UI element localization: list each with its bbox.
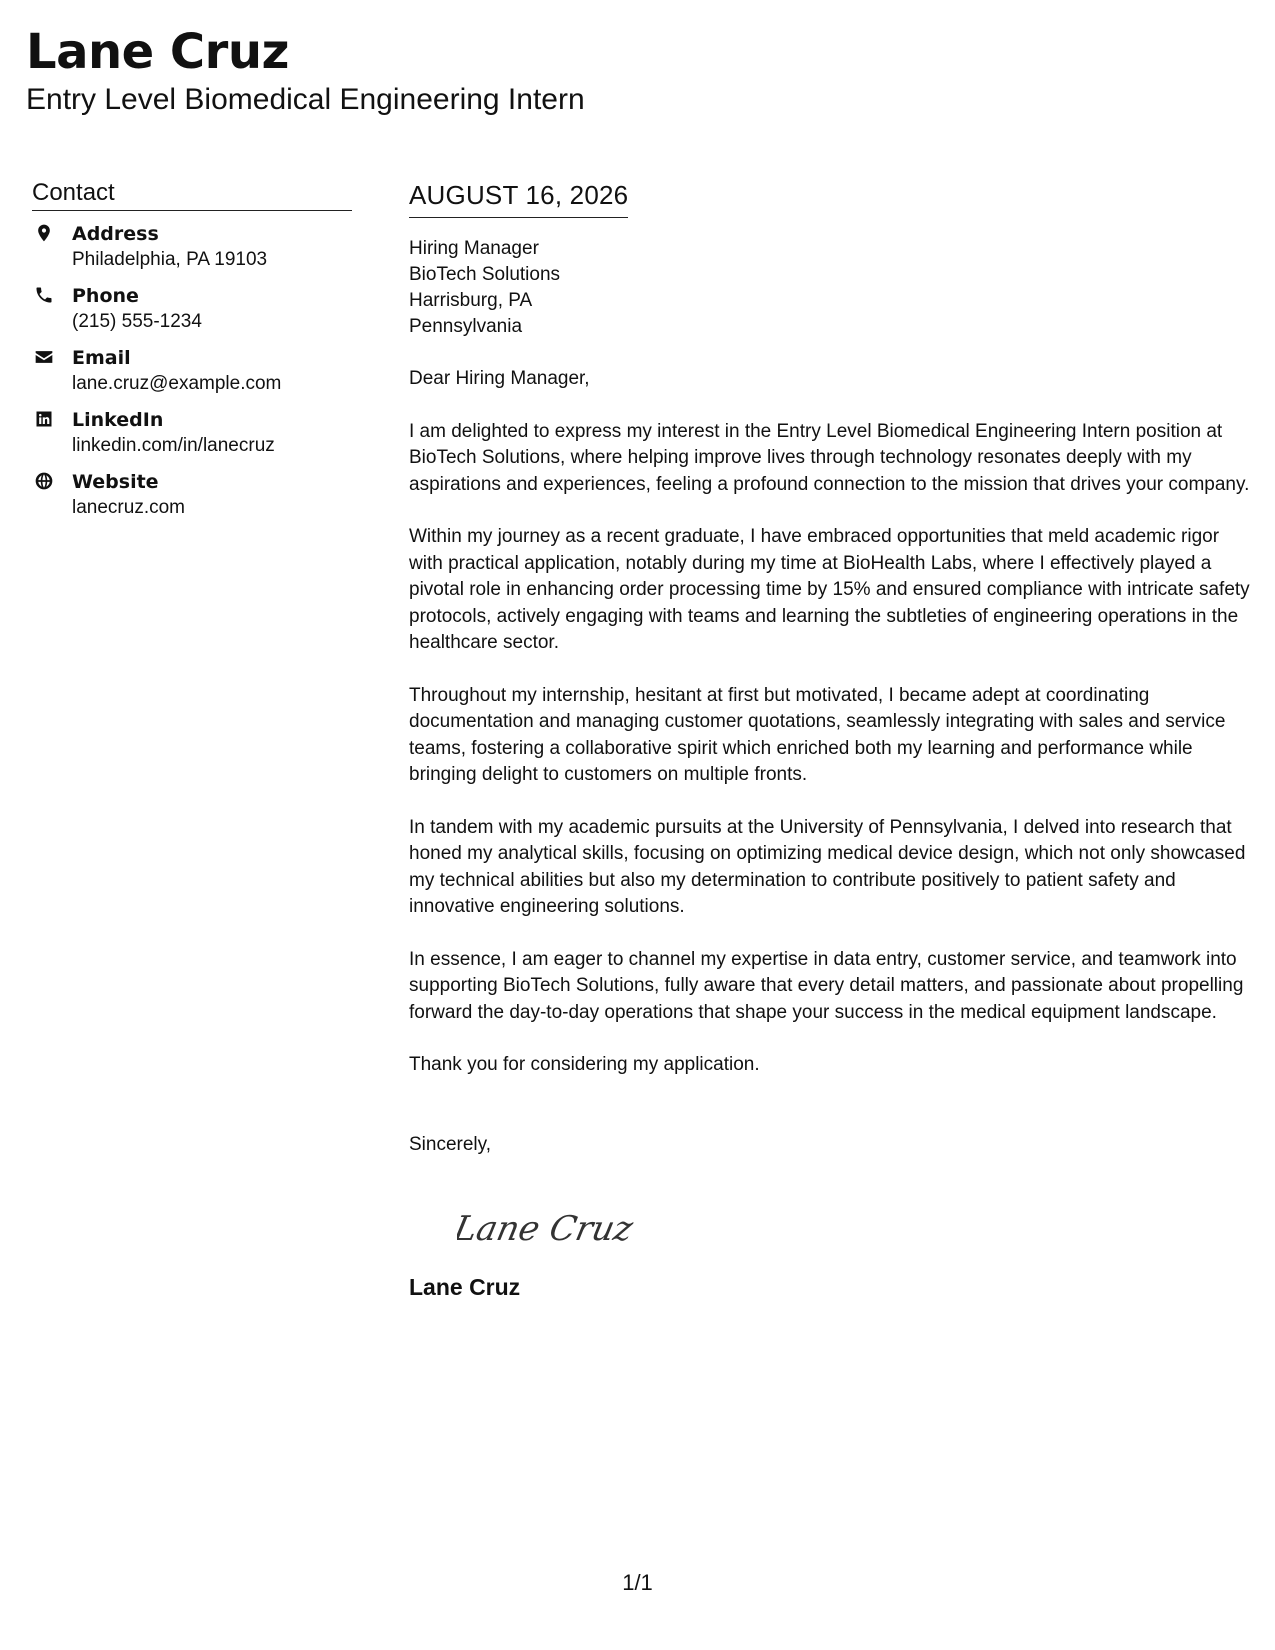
closing: Sincerely,: [409, 1133, 492, 1155]
recipient-line: Pennsylvania: [409, 316, 523, 337]
letter-paragraph: Within my journey as a recent graduate, I have embraced opportunities that meld academic rigor with practical application, notably during my time at BioHealth Labs, where I effectively played a pivotal role in enhancing order processing time by 15% and ensured compliance with intricate safety protocols, actively engaging with teams and learning the subtleties of engineering operations in the healthcare sector.: [409, 526, 1250, 653]
globe-icon: [34, 471, 56, 493]
contact-item-email: [32, 345, 352, 396]
contact-label: LinkedIn: [72, 409, 164, 431]
contact-label: Address: [72, 223, 159, 245]
letter-paragraph: Throughout my internship, hesitant at first but motivated, I became adept at coordinating documentation and managing customer quotations, seamlessly integrating with sales and service teams, fostering a collaborative spirit which enriched both my learning and performance while bringing delight to customers on multiple fronts.: [409, 684, 1226, 785]
contact-sidebar: [32, 178, 352, 531]
recipient-line: Harrisburg, PA: [409, 290, 533, 311]
contact-heading: Contact: [32, 178, 352, 211]
letter-date: AUGUST 16, 2026: [409, 178, 628, 218]
signature-graphic: [457, 1198, 657, 1258]
letter-header: [26, 22, 585, 118]
page-number: 1/1: [622, 1570, 653, 1595]
contact-item-phone: [32, 283, 352, 334]
contact-value: (215) 555-1234: [72, 311, 202, 332]
location-pin-icon: [34, 223, 56, 245]
contact-label: Website: [72, 471, 159, 493]
signature-script: Lane Cruz: [457, 1209, 637, 1249]
phone-icon: [34, 285, 56, 307]
envelope-icon: [34, 347, 56, 369]
letter-paragraph: In tandem with my academic pursuits at the University of Pennsylvania, I delved into research that honed my analytical skills, focusing on optimizing medical device design, which not only showcased my technical abilities but also my determination to contribute positively to patient safety and innovative engineering solutions.: [409, 816, 1246, 917]
letter-body: [409, 178, 1254, 1302]
contact-label: Email: [72, 347, 131, 369]
signed-name: Lane Cruz: [409, 1274, 521, 1300]
contact-value[interactable]: lanecruz.com: [72, 497, 185, 518]
linkedin-icon: [34, 409, 56, 431]
salutation: Dear Hiring Manager,: [409, 368, 590, 389]
recipient-block: [409, 236, 1254, 340]
contact-item-linkedin: [32, 407, 352, 458]
letter-paragraph: I am delighted to express my interest in the Entry Level Biomedical Engineering Intern position at BioTech Solutions, where helping improve lives through technology resonates deeply with my aspirations and experiences, feeling a profound connection to the mission that drives your company.: [409, 420, 1250, 495]
letter-paragraph: In essence, I am eager to channel my expertise in data entry, customer service, and teamwork into supporting BioTech Solutions, fully aware that every detail matters, and passionate about propelling forward the day-to-day operations that shape your success in the medical equipment landscape.: [409, 948, 1244, 1023]
contact-value[interactable]: linkedin.com/in/lanecruz: [72, 435, 275, 456]
contact-value: Philadelphia, PA 19103: [72, 249, 268, 270]
contact-item-website: [32, 469, 352, 520]
handwritten-signature: [457, 1198, 1254, 1258]
letter-paragraph: Thank you for considering my application.: [409, 1054, 760, 1075]
applicant-role: Entry Level Biomedical Engineering Intern: [26, 83, 585, 116]
recipient-line: BioTech Solutions: [409, 264, 561, 285]
applicant-name: Lane Cruz: [26, 24, 289, 80]
contact-value[interactable]: lane.cruz@example.com: [72, 373, 282, 394]
contact-label: Phone: [72, 285, 139, 307]
contact-item-address: [32, 221, 352, 272]
recipient-line: Hiring Manager: [409, 238, 539, 259]
